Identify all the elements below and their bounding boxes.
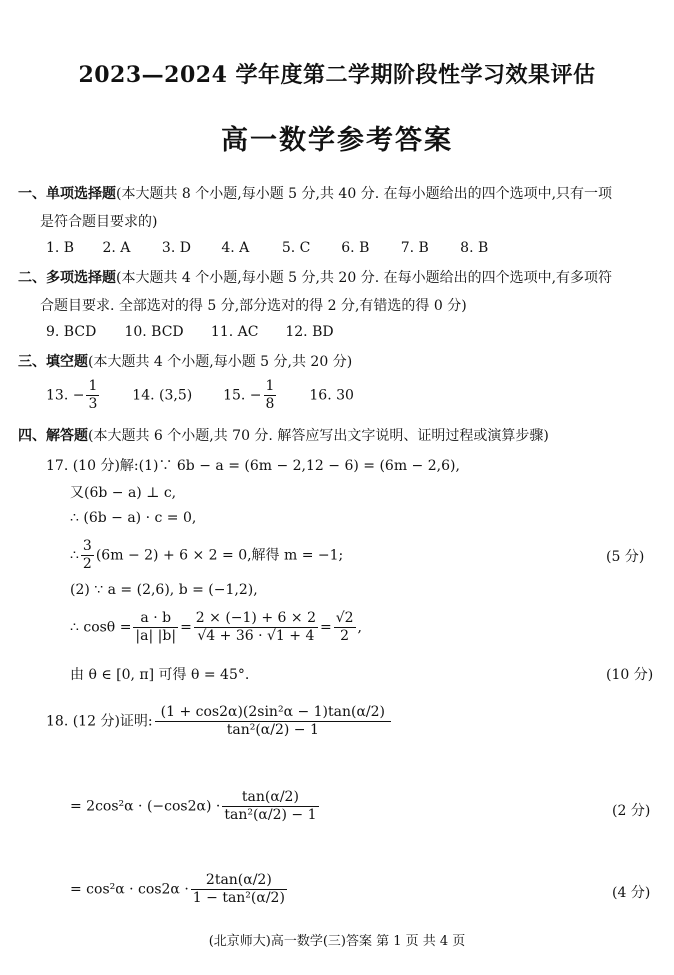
- q18-step2-prefix: = cos²α · cos2α ·: [70, 881, 189, 898]
- q18-step2-den: 1 − tan²(α/2): [192, 890, 285, 906]
- answer-6: 6. B: [341, 240, 370, 256]
- section1-answers: [46, 240, 488, 256]
- answer-16: 16. 30: [309, 387, 354, 404]
- q17-line7: 由 θ ∈ [0, π] 可得 θ = 45°.: [70, 667, 250, 683]
- section2-heading: [18, 267, 612, 287]
- section1-desc: (本大题共 8 个小题,每小题 5 分,共 40 分. 在每小题给出的四个选项中,只有一项: [116, 186, 613, 202]
- section2-desc: (本大题共 4 个小题,每小题 5 分,共 20 分. 在每小题给出的四个选项中,有多项符: [116, 270, 613, 286]
- q17-eq1: =: [180, 619, 192, 636]
- q17-line6-end: ,: [357, 619, 362, 636]
- answer-13-fraction: [86, 378, 99, 413]
- q18-frac1-num: (1 + cos2α)(2sin²α − 1)tan(α/2): [155, 704, 391, 722]
- answer-3: 3. D: [161, 240, 191, 256]
- q18-step2: [70, 872, 289, 907]
- q18-step1-prefix: = 2cos²α · (−cos2α) ·: [70, 798, 221, 815]
- q17-line4-rest: (6m − 2) + 6 × 2 = 0,解得 m = −1;: [95, 547, 344, 564]
- q18-frac1-den: tan²(α/2) − 1: [226, 722, 319, 738]
- q18-step2-num: 2tan(α/2): [191, 872, 287, 890]
- section3-title: 三、填空题: [18, 354, 88, 370]
- q17-line4-numerator: 3: [82, 538, 92, 554]
- q18-score1: (2 分): [612, 803, 651, 819]
- q17-line1: 17. (10 分)解:(1)∵ 6b − a = (6m − 2,12 − 6) = (6m − 2,6),: [46, 458, 460, 474]
- q17-frac1-den: |a| |b|: [135, 628, 177, 644]
- answer-15-denominator: 8: [265, 396, 275, 412]
- answer-15-fraction: [264, 378, 277, 413]
- answer-10: 10. BCD: [124, 324, 184, 340]
- q17-eq2: =: [319, 619, 332, 636]
- q17-score2: (10 分): [606, 667, 654, 683]
- answer-1: 1. B: [46, 240, 75, 256]
- q18-step1: [70, 789, 321, 824]
- q17-frac1-num: a · b: [133, 610, 178, 628]
- section2-answers: [46, 324, 334, 340]
- answer-14: 14. (3,5): [132, 387, 193, 404]
- answer-5: 5. C: [281, 240, 311, 256]
- q18-score2: (4 分): [612, 885, 651, 901]
- q17-frac3: [334, 610, 356, 645]
- q17-line5: (2) ∵ a = (2,6), b = (−1,2),: [70, 582, 258, 598]
- answer-4: 4. A: [221, 240, 250, 256]
- answer-7: 7. B: [400, 240, 429, 256]
- q18-step1-frac: [222, 789, 318, 824]
- q18-step1-den: tan²(α/2) − 1: [224, 807, 317, 823]
- q17-cos-prefix: ∴ cosθ =: [70, 619, 132, 636]
- answer-12: 12. BD: [285, 324, 334, 340]
- document-title: 2023—2024 学年度第二学期阶段性学习效果评估: [78, 62, 596, 88]
- answer-13-label: 13. −: [46, 387, 85, 404]
- answer-2: 2. A: [102, 240, 131, 256]
- answer-13-numerator: 1: [88, 378, 98, 394]
- q17-line4: [70, 538, 343, 573]
- q17-line2: 又(6b − a) ⊥ c,: [70, 485, 177, 501]
- q17-frac3-den: 2: [340, 628, 350, 644]
- q17-frac3-num: √2: [335, 610, 354, 626]
- answer-15-numerator: 1: [265, 378, 275, 394]
- page-footer: (北京师大)高一数学(三)答案 第 1 页 共 4 页: [208, 934, 466, 949]
- section4-desc: (本大题共 6 个小题,共 70 分. 解答应写出文字说明、证明过程或演算步骤): [88, 428, 549, 444]
- section3-desc: (本大题共 4 个小题,每小题 5 分,共 20 分): [88, 354, 353, 370]
- q17-line6: [70, 610, 362, 645]
- document-subtitle: 高一数学参考答案: [221, 125, 453, 156]
- section1-desc-cont: 是符合题目要求的): [40, 214, 158, 230]
- section2-desc-cont: 合题目要求. 全部选对的得 5 分,部分选对的得 2 分,有错选的得 0 分): [40, 298, 467, 314]
- q17-frac2: [194, 610, 318, 645]
- q18-frac1: [155, 704, 391, 739]
- q18-line1: [46, 704, 393, 739]
- q17-line4-fraction: [81, 538, 94, 573]
- answer-13-denominator: 3: [88, 396, 98, 412]
- q18-step2-frac: [191, 872, 287, 907]
- q17-line4-denominator: 2: [82, 556, 92, 572]
- q17-line4-prefix: ∴: [70, 547, 79, 564]
- section3-answers: [46, 378, 354, 413]
- answer-9: 9. BCD: [46, 324, 97, 340]
- section4-title: 四、解答题: [18, 428, 88, 444]
- q18-label: 18. (12 分)证明:: [46, 713, 153, 730]
- q17-line3: ∴ (6b − a) · c = 0,: [70, 510, 197, 526]
- q18-step1-num: tan(α/2): [222, 789, 318, 807]
- answer-8: 8. B: [460, 240, 489, 256]
- q17-frac2-den: √4 + 36 · √1 + 4: [197, 628, 315, 644]
- q17-frac1: [133, 610, 178, 645]
- section1-title: 一、单项选择题: [18, 186, 116, 202]
- section1-heading: [18, 183, 612, 203]
- section3-heading: [18, 351, 352, 371]
- q17-frac2-num: 2 × (−1) + 6 × 2: [195, 610, 316, 626]
- section4-heading: [18, 425, 549, 445]
- section2-title: 二、多项选择题: [18, 270, 116, 286]
- answer-15-label: 15. −: [223, 387, 262, 404]
- answer-11: 11. AC: [210, 324, 259, 340]
- q17-score1: (5 分): [606, 549, 645, 565]
